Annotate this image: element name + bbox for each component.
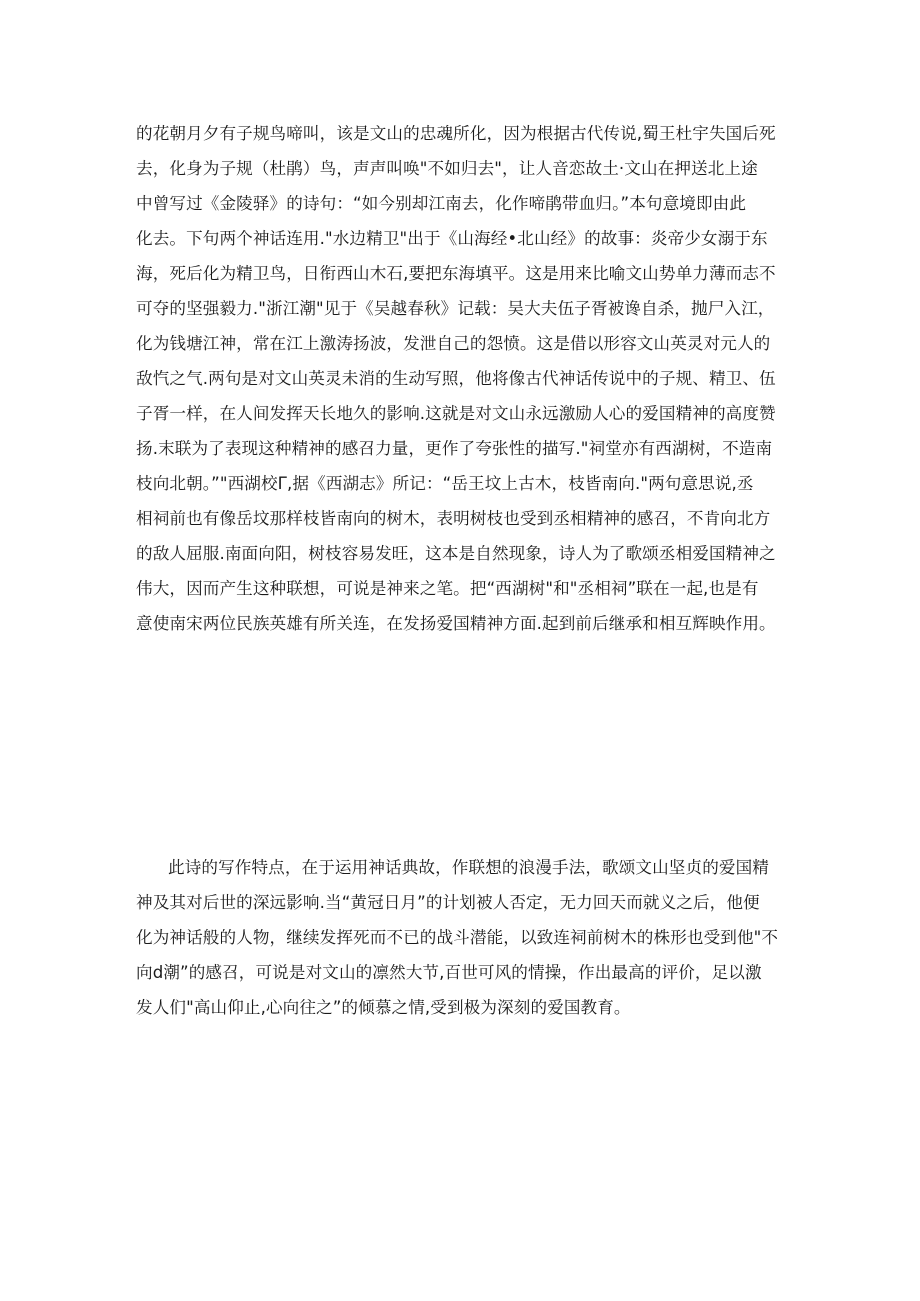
paragraph-line: 中曾写过《金陵驿》的诗句：“如今别却江南去，化作啼鹃带血归。”本句意境即由此 xyxy=(136,194,747,213)
paragraph-line: 的花朝月夕有子规鸟啼叫，该是文山的忠魂所化，因为根据古代传说,蜀王杜宇失国后死 xyxy=(136,124,776,143)
paragraph-line: 去，化身为子规（杜鹃）鸟，声声叫唤"不如归去"，让人音恋故土·文山在押送北上途 xyxy=(136,159,758,178)
paragraph-line: 化为钱塘江神，常在江上激涛扬波，发泄自己的怨愤。这是借以形容文山英灵对元人的 xyxy=(136,334,771,353)
paragraph-line: 可夺的坚强毅力."浙江潮"见于《吴越春秋》记载：吴大夫伍子胥被谗自杀，抛尸入江， xyxy=(136,299,775,318)
paragraph-line: 相祠前也有像岳坟那样枝皆南向的树木，表明树枝也受到丞相精神的感召，不肯向北方 xyxy=(136,509,771,528)
paragraph-line: 伟大，因而产生这种联想，可说是神来之笔。把“西湖树"和"丞相祠”联在一起,也是有 xyxy=(136,579,759,598)
paragraph-1 xyxy=(136,116,786,641)
paragraph-line: 的敌人屈服.南面向阳，树枝容易发旺，这本是自然现象，诗人为了歌颂丞相爱国精神之 xyxy=(136,544,776,563)
paragraph-line: 化去。下句两个神话连用."水边精卫"出于《山海经•北山经》的故事：炎帝少女溺于东 xyxy=(136,229,768,248)
paragraph-line: 发人们"高山仰止,心向往之”的倾慕之情,受到极为深刻的爱国教育。 xyxy=(136,998,631,1017)
paragraph-line: 意使南宋两位民族英雄有所关连，在发扬爱国精神方面.起到前后继承和相互辉映作用。 xyxy=(136,614,776,633)
paragraph-line: 此诗的写作特点，在于运用神话典故，作联想的浪漫手法，歌颂文山坚贞的爱国精 xyxy=(168,858,769,877)
paragraph-2 xyxy=(136,850,786,1025)
paragraph-line: 向d潮”的感召，可说是对文山的凛然大节,百世可风的情操，作出最高的评价，足以激 xyxy=(136,963,762,982)
paragraph-line: 枝向北朝。”"西湖校Γ,据《西湖志》所记：“岳王坟上古木，枝皆南向."两句意思说,丞 xyxy=(136,474,754,493)
paragraph-line: 海，死后化为精卫鸟，日衔西山木石,要把东海填平。这是用来比喻文山势单力薄而志不 xyxy=(136,264,776,283)
paragraph-line: 化为神话般的人物，继续发挥死而不已的战斗潜能，以致连祠前树木的株形也受到他"不 xyxy=(136,928,779,947)
paragraph-line: 敌忾之气.两句是对文山英灵未消的生动写照，他将像古代神话传说中的子规、精卫、伍 xyxy=(136,369,776,388)
paragraph-line: 扬.末联为了表现这种精神的感召力量，更作了夸张性的描写."祠堂亦有西湖树，不造南 xyxy=(136,439,773,458)
paragraph-line: 子胥一样，在人间发挥天长地久的影响.这就是对文山永远激励人心的爱国精神的高度赞 xyxy=(136,404,776,423)
paragraph-line: 神及其对后世的深远影响.当“黄冠日月”的计划被人否定，无力回天而就义之后，他便 xyxy=(136,893,760,912)
